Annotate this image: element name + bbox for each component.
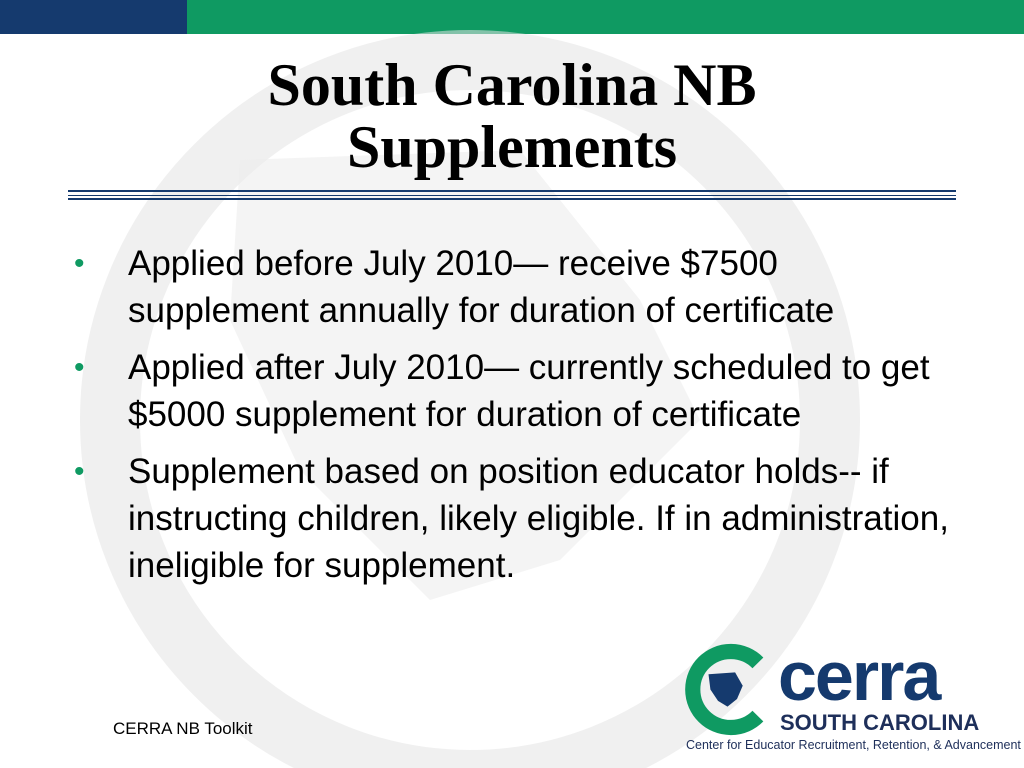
bullet-icon: • bbox=[74, 351, 85, 384]
list-item bbox=[74, 344, 954, 438]
title-divider bbox=[68, 195, 956, 196]
title-line-2: Supplements bbox=[346, 114, 678, 180]
logo-state: SOUTH CAROLINA bbox=[780, 710, 980, 735]
footer-text: CERRA NB Toolkit bbox=[113, 719, 253, 738]
slide-title bbox=[0, 54, 1024, 178]
list-item bbox=[74, 448, 954, 589]
bullet-icon: • bbox=[74, 455, 85, 488]
title-divider bbox=[68, 190, 956, 192]
title-divider bbox=[68, 198, 956, 200]
logo-wordmark: cerra bbox=[778, 637, 940, 715]
bullet-list bbox=[74, 240, 954, 599]
title-line-1: South Carolina NB bbox=[267, 52, 757, 118]
cerra-logo bbox=[680, 637, 1021, 760]
bullet-text: Supplement based on position educator holds-- if instructing children, likely eligible. If in administration, ineligible for supplement. bbox=[128, 452, 949, 585]
bullet-icon: • bbox=[74, 247, 85, 280]
cerra-mark-icon bbox=[680, 642, 775, 737]
list-item bbox=[74, 240, 954, 334]
bullet-text: Applied after July 2010— currently scheduled to get $5000 supplement for duration of certificate bbox=[128, 348, 930, 434]
logo-tagline: Center for Educator Recruitment, Retention, & Advancement bbox=[686, 738, 1021, 752]
bullet-text: Applied before July 2010— receive $7500 supplement annually for duration of certificate bbox=[128, 244, 835, 330]
